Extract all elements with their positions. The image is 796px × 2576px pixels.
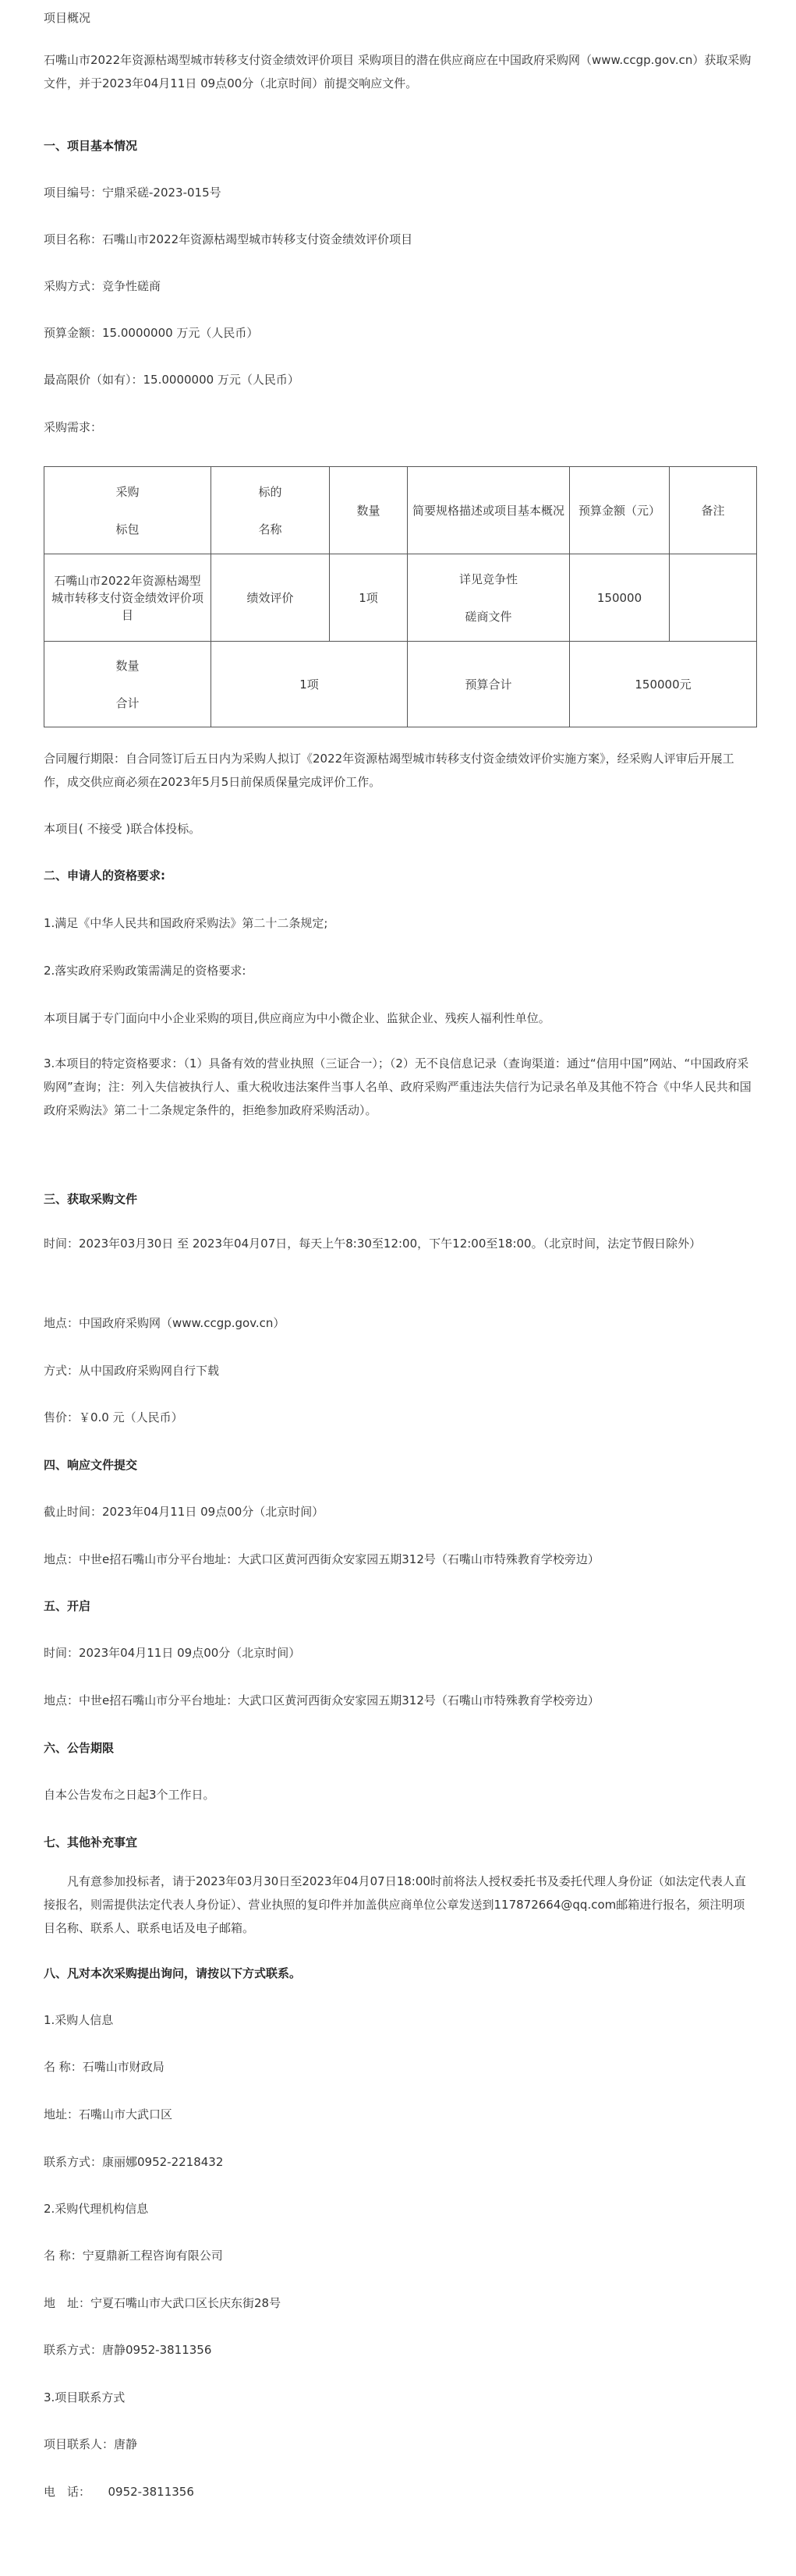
supplementary-text: 凡有意参加投标者，请于2023年03月30日至2023年04月07日18:00时前将法人授权委托书及委托代理人身份证（如法定代表人直接报名，则需提供法定代表人身份证）、营业执照的复印件并加盖供应商单位公章发送到117872664@qq.com邮箱进行报名，须注明项目名称、联系人、联系电话及电子邮箱。 [44,1874,746,1935]
section6-title: 六、公告期限 [44,1741,115,1755]
obtain-price: 售价：￥0.0 元（人民币） [44,1410,183,1424]
requirements-table [44,466,757,727]
obtain-way: 方式：从中国政府采购网自行下载 [44,1364,220,1378]
buyer-address: 地址：石嘴山市大武口区 [44,2107,173,2121]
total-quantity: 1项 [211,642,408,727]
cell-budget: 150000 [570,554,670,642]
qualification-item-3: 3.本项目的特定资格要求：（1）具备有效的营业执照（三证合一）；（2）无不良信息记录（查询渠道：通过“信用中国”网站、“中国政府采购网”查询；注：列入失信被执行人、重大税收违法案件当事人名单、政府采购严重违法失信行为记录名单及其他不符合《中华人民共和国政府采购法》第二十二条规定条件的，拒绝参加政府采购活动）。 [44,1056,752,1117]
total-budget: 150000元 [570,642,757,727]
budget-amount: 预算金额：15.0000000 万元（人民币） [44,326,259,340]
cell-description: 详见竞争性 磋商文件 [408,554,570,642]
procurement-method: 采购方式：竞争性磋商 [44,279,161,293]
obtain-place: 地点：中国政府采购网（www.ccgp.gov.cn） [44,1316,285,1330]
requirements-label: 采购需求： [44,420,103,434]
project-contact-person: 项目联系人：唐静 [44,2437,138,2451]
project-name: 项目名称：石嘴山市2022年资源枯竭型城市转移支付资金绩效评价项目 [44,232,413,246]
section1-title: 一、项目基本情况 [44,139,138,153]
notice-period: 自本公告发布之日起3个工作日。 [44,1788,215,1802]
submit-deadline: 截止时间：2023年04月11日 09点00分（北京时间） [44,1505,324,1519]
header-quantity: 数量 [330,467,408,554]
qualification-item-2: 2.落实政府采购政策需满足的资格要求: [44,964,246,978]
cell-note [670,554,757,642]
cell-package: 石嘴山市2022年资源枯竭型城市转移支付资金绩效评价项目 [44,554,211,642]
contract-period: 合同履行期限：自合同签订后五日内为采购人拟订《2022年资源枯竭型城市转移支付资金绩效评价实施方案》，经采购人评审后开展工作，成交供应商必须在2023年5月5日前保质保量完成评价工作。 [44,752,734,789]
total-budget-label: 预算合计 [408,642,570,727]
overview-intro: 石嘴山市2022年资源枯竭型城市转移支付资金绩效评价项目 采购项目的潜在供应商应在中国政府采购网（www.ccgp.gov.cn）获取采购文件，并于2023年04月11日 09点00分（北京时间）前提交响应文件。 [44,53,752,90]
header-description: 简要规格描述或项目基本概况 [408,467,570,554]
header-budget: 预算金额（元） [570,467,670,554]
consortium-note: 本项目( 不接受 )联合体投标。 [44,822,201,836]
submit-place: 地点：中世e招石嘴山市分平台地址：大武口区黄河西街众安家园五期312号（石嘴山市特殊教育学校旁边） [44,1552,600,1566]
qualification-item-2-detail: 本项目属于专门面向中小企业采购的项目,供应商应为中小微企业、监狱企业、残疾人福利性单位。 [44,1011,550,1025]
cell-quantity: 1项 [330,554,408,642]
header-package: 采购 标包 [44,467,211,554]
table-total-row [44,642,757,727]
max-price: 最高限价（如有）：15.0000000 万元（人民币） [44,373,299,387]
project-contact-phone: 电 话： 0952-3811356 [44,2485,194,2499]
section7-title: 七、其他补充事宜 [44,1835,138,1849]
project-contact-header: 3.项目联系方式 [44,2390,126,2404]
agency-header: 2.采购代理机构信息 [44,2202,149,2216]
section8-title: 八、凡对本次采购提出询问，请按以下方式联系。 [44,1966,302,1980]
section2-title: 二、申请人的资格要求: [44,869,165,883]
buyer-contact: 联系方式：康丽娜0952-2218432 [44,2155,224,2169]
section5-title: 五、开启 [44,1599,91,1613]
agency-address: 地 址：宁夏石嘴山市大武口区长庆东街28号 [44,2296,281,2310]
total-label: 数量 合计 [44,642,211,727]
buyer-header: 1.采购人信息 [44,2013,114,2027]
header-item-name: 标的 名称 [211,467,330,554]
buyer-name: 名 称：石嘴山市财政局 [44,2060,165,2074]
table-row [44,554,757,642]
opening-time: 时间：2023年04月11日 09点00分（北京时间） [44,1646,301,1660]
opening-place: 地点：中世e招石嘴山市分平台地址：大武口区黄河西街众安家园五期312号（石嘴山市特殊教育学校旁边） [44,1693,600,1707]
overview-title: 项目概况 [44,11,91,25]
obtain-time: 时间：2023年03月30日 至 2023年04月07日，每天上午8:30至12:00，下午12:00至18:00。（北京时间，法定节假日除外） [44,1237,702,1251]
cell-item-name: 绩效评价 [211,554,330,642]
section4-title: 四、响应文件提交 [44,1458,138,1472]
agency-contact: 联系方式：唐静0952-3811356 [44,2343,212,2357]
table-header-row [44,467,757,554]
header-note: 备注 [670,467,757,554]
section3-title: 三、获取采购文件 [44,1192,138,1206]
agency-name: 名 称：宁夏鼎新工程咨询有限公司 [44,2249,223,2263]
qualification-item-1: 1.满足《中华人民共和国政府采购法》第二十二条规定; [44,916,328,930]
project-number: 项目编号：宁鼎采磋-2023-015号 [44,186,221,200]
